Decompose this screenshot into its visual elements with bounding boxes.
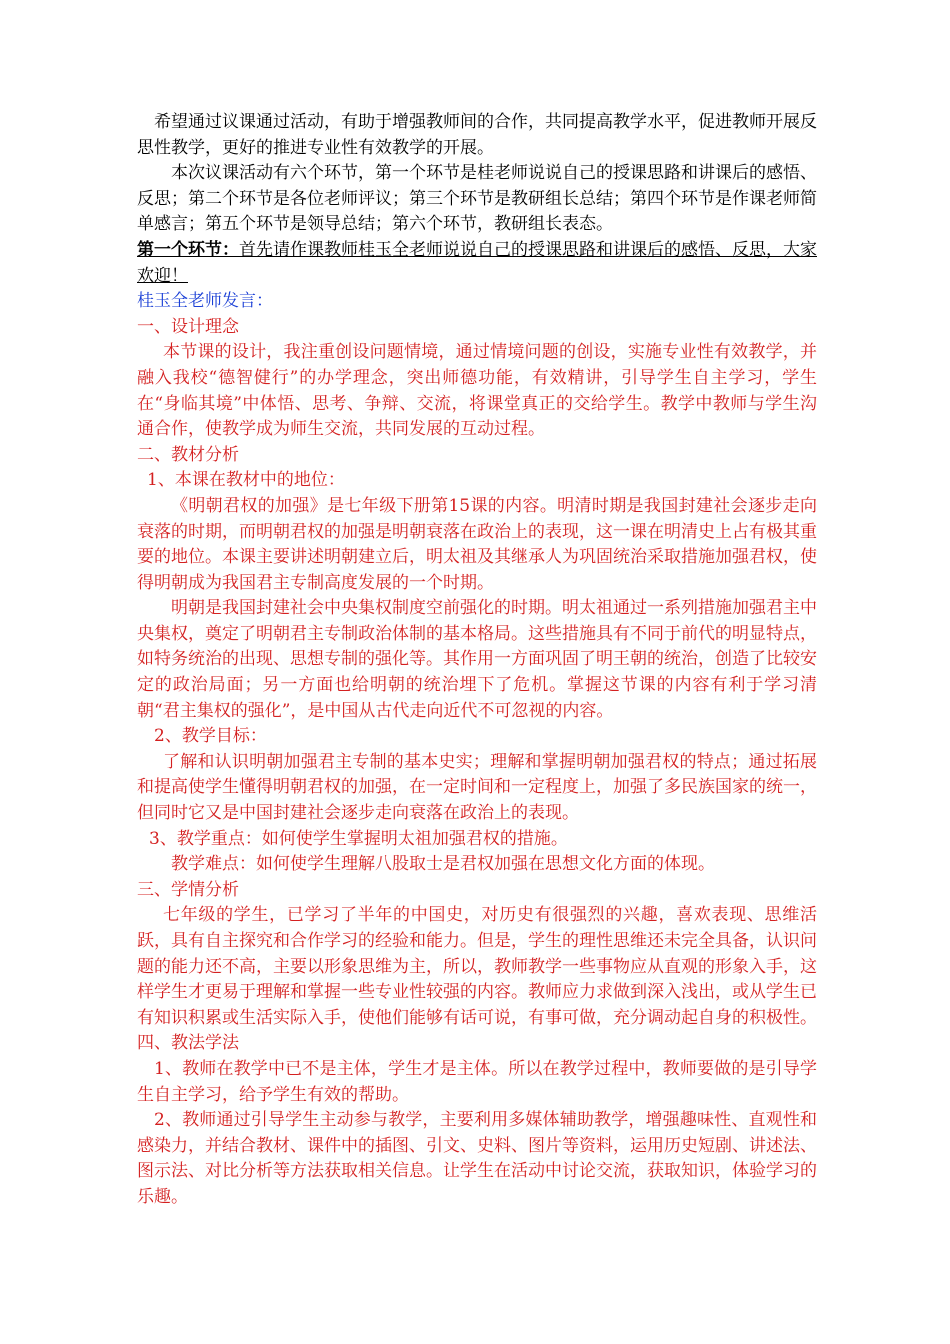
speaker-heading: 桂玉全老师发言： xyxy=(137,291,273,312)
intro-paragraph-1: 希望通过议课通过活动，有助于增强教师间的合作，共同提高教学水平，促进教师开展反思性教学，更好的推进专业性有效教学的开展。 xyxy=(137,112,817,158)
intro-paragraph-2: 本次议课活动有六个环节，第一个环节是桂老师说说自己的授课思路和讲课后的感悟、反思；第二个环节是各位老师评议；第三个环节是教研组长总结；第四个环节是作课老师简单感言；第五个环节是领导总结；第六个环节，教研组长表态。 xyxy=(137,163,817,235)
section-2-3-key-point: 3、教学重点：如何使学生掌握明太祖加强君权的措施。 xyxy=(149,828,568,849)
section-4-item-2: 2、教师通过引导学生主动参与教学，主要利用多媒体辅助教学，增强趣味性、直观性和感染力，并结合教材、课件中的插图、引文、史料、图片等资料，运用历史短剧、讲述法、图示法、对比分析等方法获取相关信息。让学生在活动中讨论交流，获取知识，体验学习的乐趣。 xyxy=(137,1110,817,1207)
first-step-label: 第一个环节： xyxy=(137,239,239,260)
section-2-title: 二、教材分析 xyxy=(137,444,239,465)
section-4-item-1: 1、教师在教学中已不是主体，学生才是主体。所以在教学过程中，教师要做的是引导学生自主学习，给予学生有效的帮助。 xyxy=(137,1058,817,1105)
first-step-paragraph xyxy=(137,238,817,289)
section-1-title: 一、设计理念 xyxy=(137,316,239,337)
section-2-1-paragraph-1: 《明朝君权的加强》是七年级下册第15课的内容。明清时期是我国封建社会逐步走向衰落的时期，而明朝君权的加强是明朝衰落在政治上的表现，这一课在明清史上占有极其重要的地位。本课主要讲述明朝建立后，明太祖及其继承人为巩固统治采取措施加强君权，使得明朝成为我国君主专制高度发展的一个时期。 xyxy=(137,495,817,593)
section-1-paragraph: 本节课的设计，我注重创设问题情境，通过情境问题的创设，实施专业性有效教学，并融入我校“德智健行”的办学理念，突出师德功能，有效精讲，引导学生自主学习，学生在“身临其境”中体悟、思考、争辩、交流，将课堂真正的交给学生。教学中教师与学生沟通合作，使教学成为师生交流，共同发展的互动过程。 xyxy=(137,342,817,440)
section-2-1-paragraph-2: 明朝是我国封建社会中央集权制度空前强化的时期。明太祖通过一系列措施加强君主中央集权，奠定了明朝君主专制政治体制的基本格局。这些措施具有不同于前代的明显特点，如特务统治的出现、思想专制的强化等。其作用一方面巩固了明王朝的统治，创造了比较安定的政治局面；另一方面也给明朝的统治埋下了危机。掌握这节课的内容有利于学习清朝“君主集权的强化”，是中国从古代走向近代不可忽视的内容。 xyxy=(137,598,817,721)
section-3-paragraph: 七年级的学生，已学习了半年的中国史，对历史有很强烈的兴趣，喜欢表现、思维活跃，具有自主探究和合作学习的经验和能力。但是，学生的理性思维还未完全具备，认识问题的能力还不高，主要以形象思维为主，所以，教师教学一些事物应从直观的形象入手，这样学生才更易于理解和掌握一些专业性较强的内容。教师应力求做到深入浅出，或从学生已有知识积累或生活实际入手，使他们能够有话可说，有事可做，充分调动起自身的积极性。 xyxy=(137,905,817,1028)
section-2-2-title: 2、教学目标： xyxy=(154,726,267,747)
section-2-3-difficulty: 教学难点：如何使学生理解八股取士是君权加强在思想文化方面的体现。 xyxy=(171,854,715,875)
section-2-1-title: 1、本课在教材中的地位： xyxy=(147,470,345,491)
section-2-2-paragraph: 了解和认识明朝加强君主专制的基本史实；理解和掌握明朝加强君权的特点；通过拓展和提高使学生懂得明朝君权的加强，在一定时间和一定程度上，加强了多民族国家的统一，但同时它又是中国封建社会逐步走向衰落在政治上的表现。 xyxy=(137,751,817,824)
first-step-text: 首先请作课教师桂玉全老师说说自己的授课思路和讲课后的感悟、反思，大家欢迎！ xyxy=(137,239,817,286)
section-4-title: 四、教法学法 xyxy=(137,1033,239,1054)
section-3-title: 三、学情分析 xyxy=(137,879,239,900)
document-page xyxy=(137,110,817,1211)
